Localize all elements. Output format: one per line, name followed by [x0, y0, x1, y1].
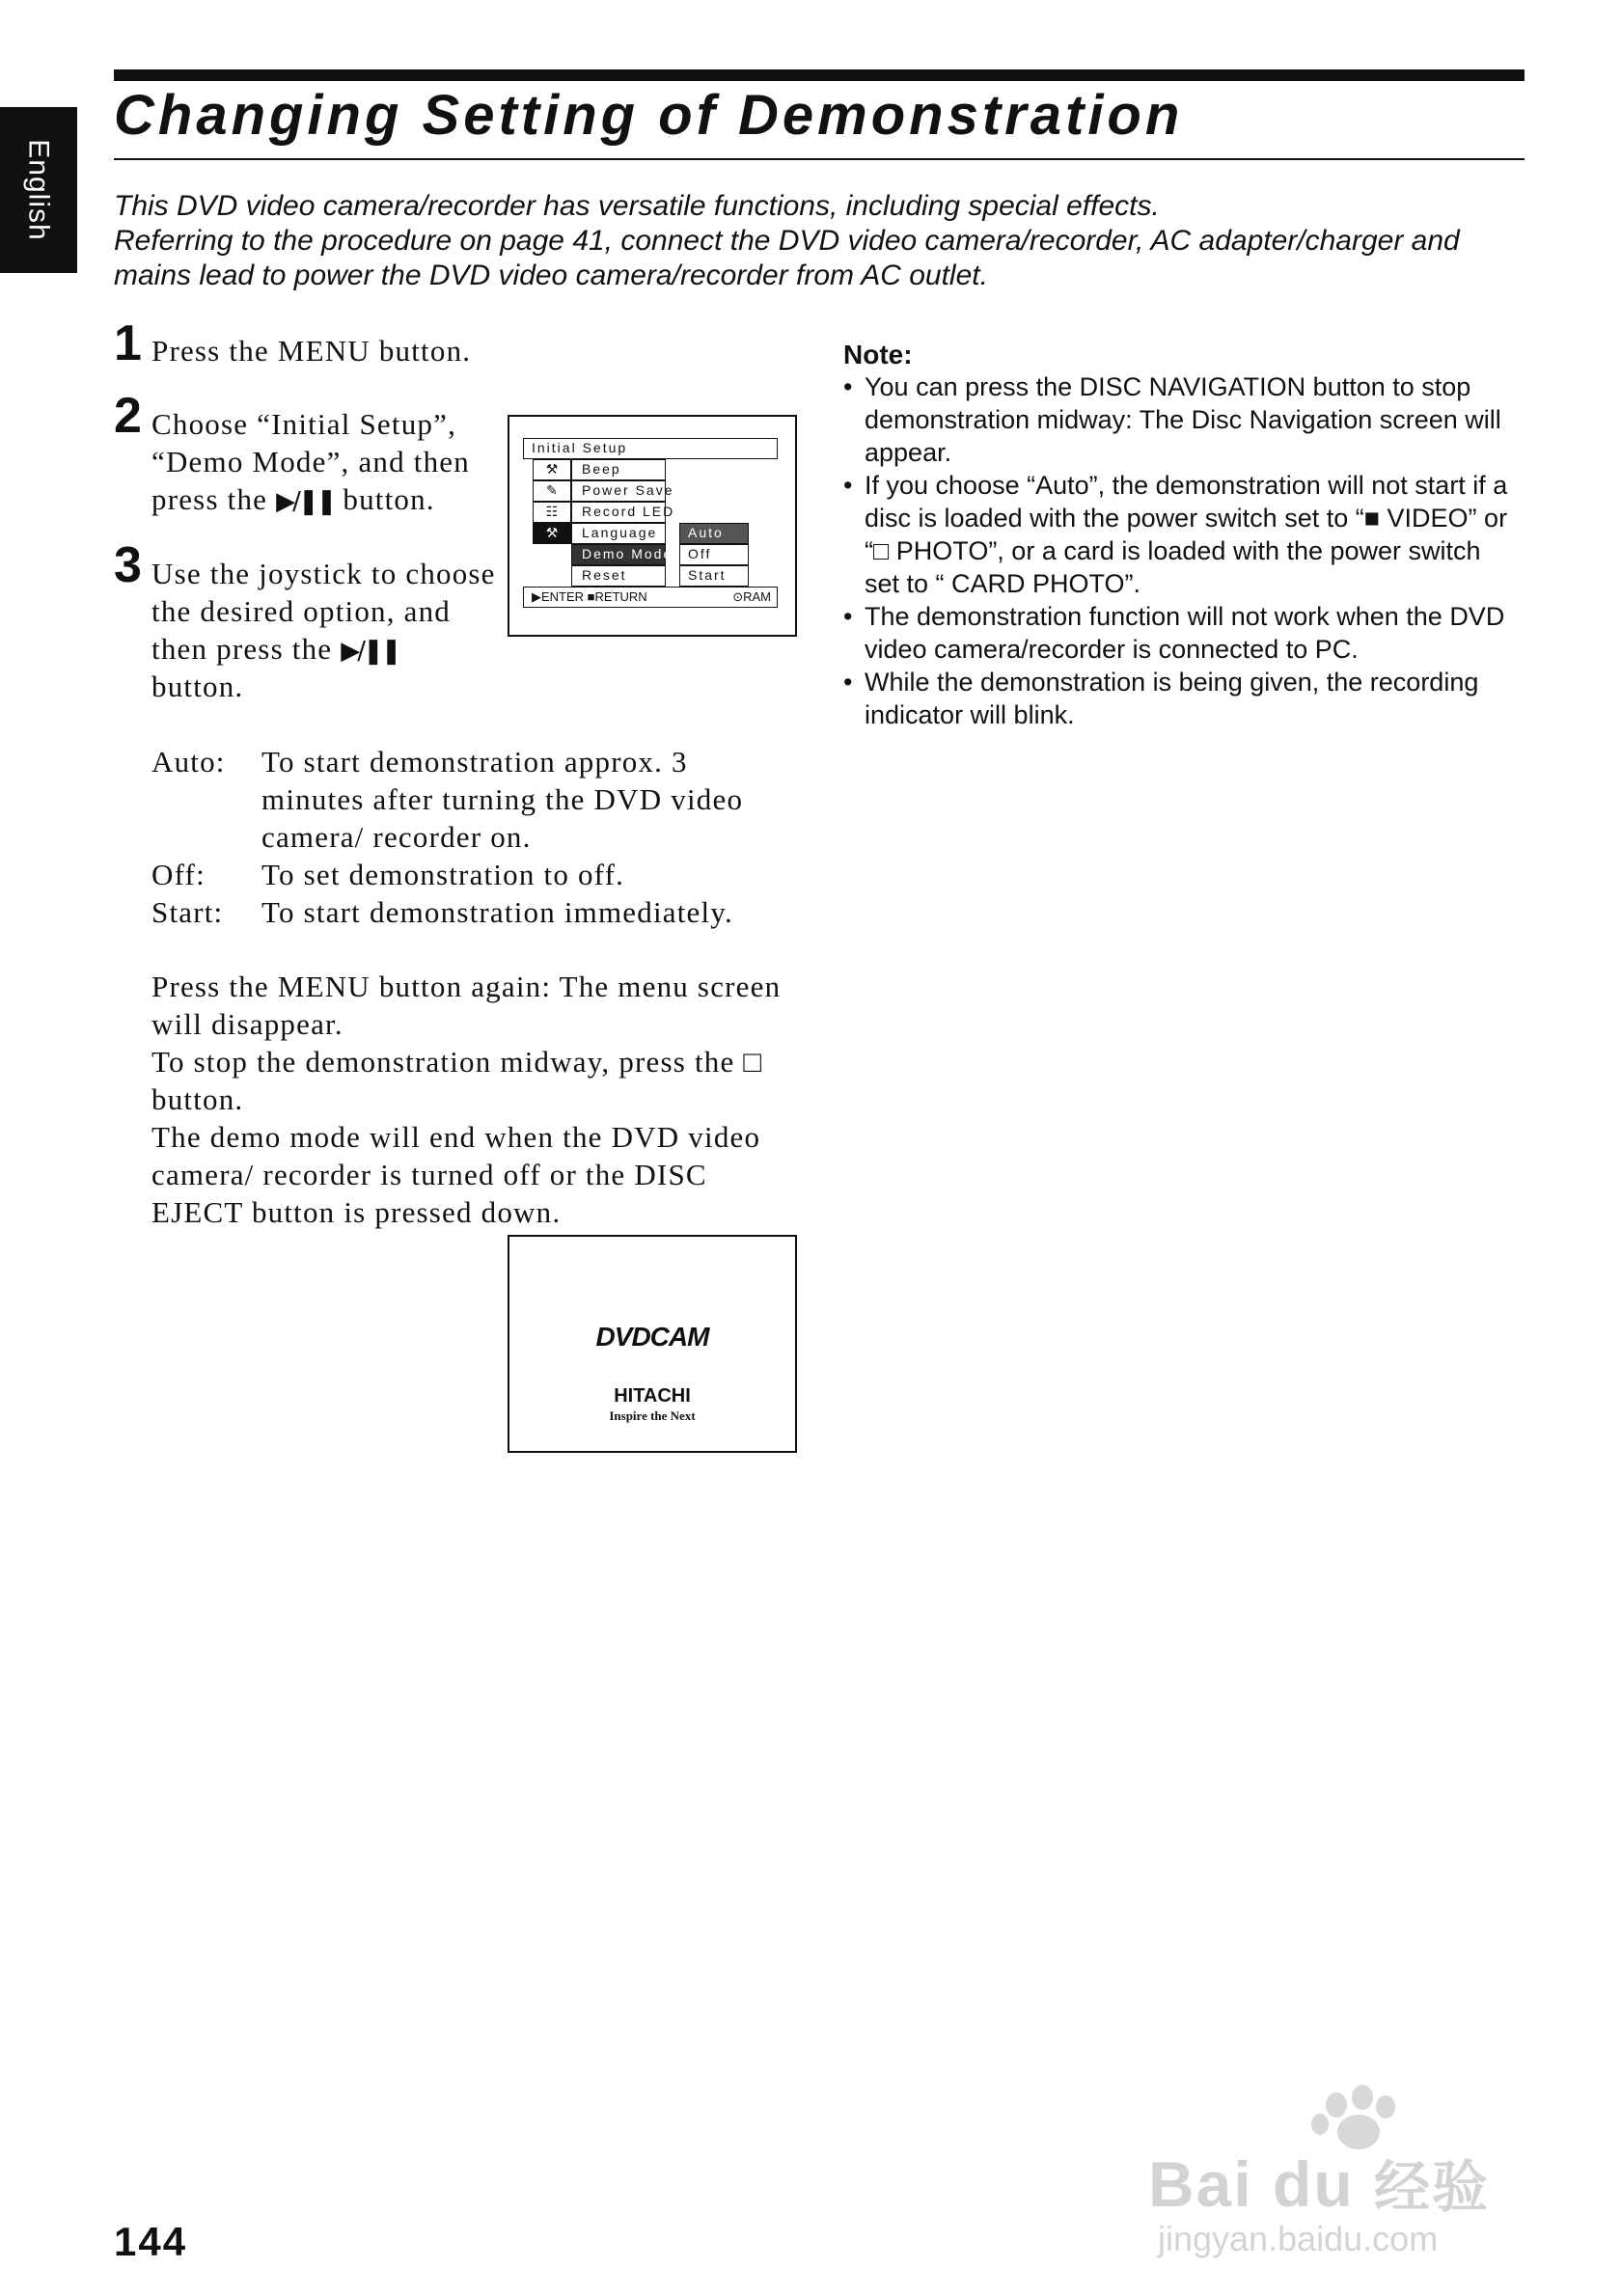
- setup-icon: ⚒: [533, 523, 571, 544]
- menu-option-start: [679, 565, 749, 587]
- bullet: •: [843, 372, 853, 401]
- grid-icon: ☷: [533, 502, 571, 523]
- step-text-part: press the: [151, 482, 268, 516]
- hitachi-logo: HITACHI: [614, 1385, 691, 1407]
- watermark-service: 经验: [1374, 2156, 1491, 2219]
- step-text: Use the joystick to choose: [151, 557, 496, 590]
- step-text: button.: [151, 670, 244, 703]
- closing-line: To stop the demonstration midway, press the □: [151, 1045, 763, 1079]
- menu-header-label: Initial Setup: [532, 440, 628, 455]
- step-number: 2: [114, 388, 142, 444]
- menu-screen: [523, 438, 778, 608]
- menu-option-label: Start: [688, 567, 727, 583]
- menu-option-auto: [679, 523, 749, 544]
- step-text: the desired option, and: [151, 594, 451, 628]
- play-pause-icon: ▶/❚❚: [276, 487, 335, 516]
- closing-line: will disappear.: [151, 1007, 343, 1041]
- note-line: demonstration midway: The Disc Navigation screen will: [865, 405, 1501, 434]
- closing-line: The demo mode will end when the DVD video: [151, 1120, 761, 1154]
- step-text: [151, 630, 399, 670]
- menu-footer-controls: ▶ENTER ■RETURN: [532, 589, 647, 604]
- note-line: While the demonstration is being given, the recording: [865, 668, 1479, 697]
- menu-item-beep: [571, 459, 666, 480]
- menu-item-language: [571, 523, 666, 544]
- note-line: indicator will blink.: [865, 700, 1075, 729]
- page-number: 144: [114, 2219, 188, 2264]
- note-item: [843, 666, 1538, 731]
- option-description: To start demonstration immediately.: [261, 895, 733, 929]
- menu-option-label: Auto: [688, 525, 724, 540]
- closing-line: button.: [151, 1082, 244, 1116]
- page-title: Changing Setting of Demonstration: [114, 84, 1184, 147]
- note-title: Note:: [843, 340, 913, 369]
- option-label: Start:: [151, 895, 224, 929]
- language-tab: [0, 107, 77, 273]
- option-label: Off:: [151, 858, 206, 891]
- closing-line: camera/ recorder is turned off or the DISC: [151, 1158, 707, 1191]
- option-description: To set demonstration to off.: [261, 858, 625, 891]
- menu-item-power-save: [571, 480, 674, 502]
- option-label: Auto:: [151, 745, 226, 779]
- note-line: If you choose “Auto”, the demonstration will not start if a: [865, 471, 1508, 500]
- note-line: video camera/recorder is connected to PC.: [865, 635, 1359, 664]
- intro-line: mains lead to power the DVD video camera/recorder from AC outlet.: [114, 260, 988, 291]
- title-rule: [114, 158, 1525, 160]
- menu-item-label: Power Save: [582, 482, 674, 498]
- bullet: •: [843, 602, 853, 631]
- menu-item-label: Demo Mode: [582, 546, 673, 561]
- intro-paragraph: [114, 189, 1532, 293]
- pen-icon: ✎: [533, 480, 571, 502]
- step-text-part: then press the: [151, 632, 333, 666]
- language-tab-label: English: [23, 139, 55, 241]
- step-text: Press the MENU button.: [151, 334, 472, 368]
- intro-line: This DVD video camera/recorder has versatile functions, including special effects.: [114, 190, 1160, 222]
- baidu-watermark: [1148, 2084, 1553, 2267]
- watermark-url: jingyan.baidu.com: [1158, 2219, 1439, 2258]
- hitachi-tagline: Inspire the Next: [609, 1408, 696, 1423]
- menu-screen-figure: [508, 415, 797, 637]
- bullet: •: [843, 668, 853, 697]
- step-text: “Demo Mode”, and then: [151, 445, 470, 478]
- option-description: minutes after turning the DVD video: [261, 782, 744, 816]
- menu-footer-media: ⊙RAM: [732, 589, 771, 604]
- menu-item-demo-mode: [571, 544, 673, 565]
- note-line: The demonstration function will not work when the DVD: [865, 602, 1505, 631]
- menu-item-label: Beep: [582, 461, 621, 477]
- menu-option-off: [679, 544, 749, 565]
- dvdcam-logo: DVDCAM: [595, 1322, 709, 1352]
- wrench-icon: ⚒: [533, 459, 571, 480]
- closing-line: EJECT button is pressed down.: [151, 1195, 562, 1229]
- menu-footer: [523, 587, 778, 608]
- note-line: appear.: [865, 438, 952, 467]
- step-text-part: button.: [343, 482, 435, 516]
- closing-line: Press the MENU button again: The menu screen: [151, 970, 782, 1003]
- step-text: Choose “Initial Setup”,: [151, 407, 457, 441]
- demo-screen-figure: [508, 1235, 797, 1453]
- option-description: To start demonstration approx. 3: [261, 745, 688, 779]
- note-line: You can press the DISC NAVIGATION button to stop: [865, 372, 1471, 401]
- menu-item-label: Language: [582, 525, 658, 540]
- note-item: [843, 370, 1538, 469]
- menu-option-label: Off: [688, 546, 712, 561]
- step-number: 1: [114, 315, 142, 371]
- menu-item-label: Record LED: [582, 504, 675, 519]
- note-line: “□ PHOTO”, or a card is loaded with the power switch: [865, 536, 1481, 565]
- bullet: •: [843, 471, 853, 500]
- menu-header: [523, 438, 778, 459]
- watermark-brand: Bai du: [1148, 2148, 1355, 2220]
- play-pause-icon: ▶/❚❚: [341, 637, 399, 666]
- menu-item-record-led: [571, 502, 675, 523]
- menu-item-reset: [571, 565, 666, 587]
- menu-item-label: Reset: [582, 567, 627, 583]
- note-line: set to “ CARD PHOTO”.: [865, 569, 1141, 598]
- note-line: disc is loaded with the power switch set to “■ VIDEO” or: [865, 504, 1508, 533]
- note-item: [843, 469, 1538, 600]
- top-rule: [114, 69, 1525, 81]
- step-number: 3: [114, 537, 142, 593]
- option-description: camera/ recorder on.: [261, 820, 532, 854]
- step-text: [151, 480, 435, 521]
- intro-line: Referring to the procedure on page 41, connect the DVD video camera/recorder, AC adapter/charger and: [114, 225, 1460, 257]
- note-item: [843, 600, 1538, 666]
